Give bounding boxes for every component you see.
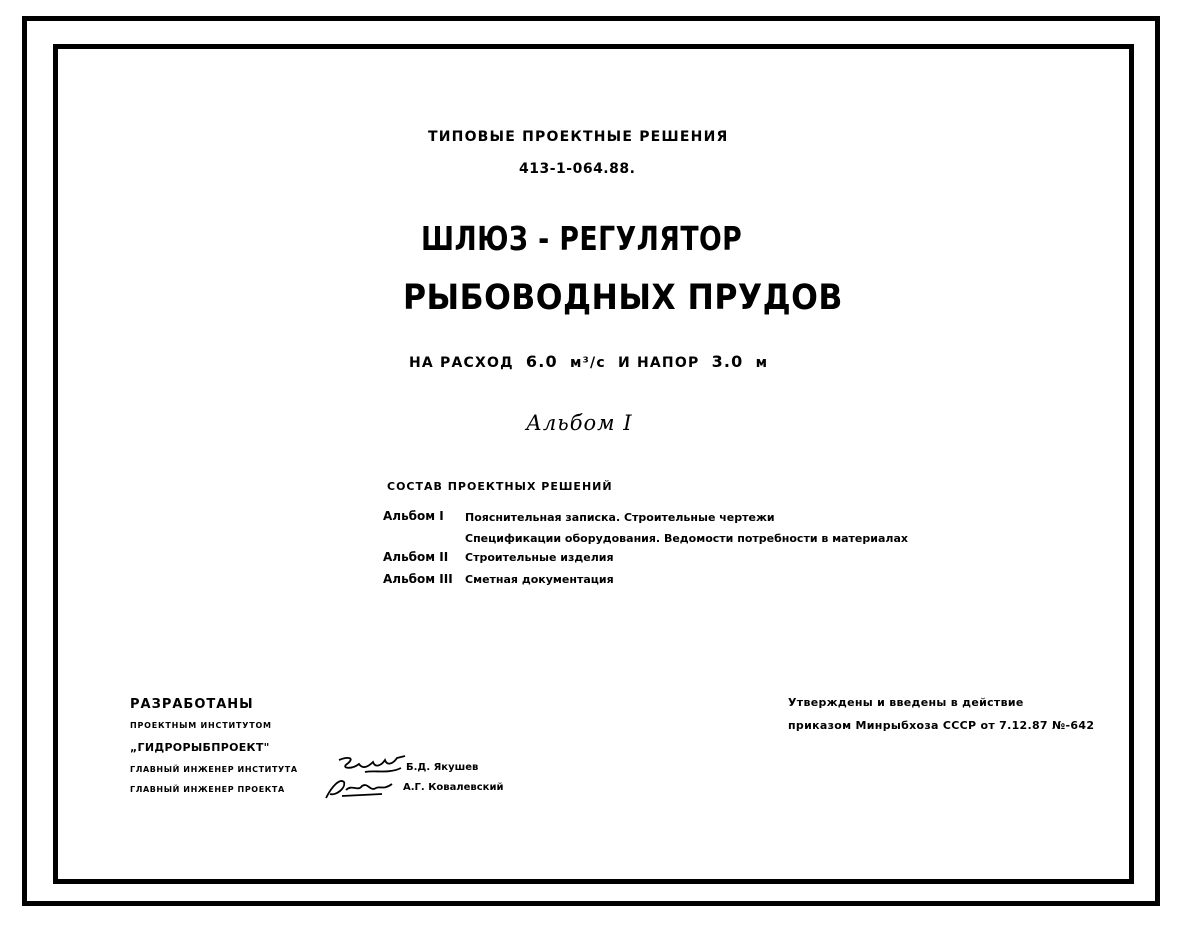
chief-engineer-project-role: ГЛАВНЫЙ ИНЖЕНЕР ПРОЕКТА — [130, 785, 285, 794]
approval-line-1: Утверждены и введены в действие — [788, 696, 1024, 709]
album-1-label: Альбом I — [383, 509, 444, 523]
developer-heading: РАЗРАБОТАНЫ — [130, 697, 254, 712]
album-1-line-1: Пояснительная записка. Строительные чертежи — [465, 511, 775, 524]
chief-engineer-institute-role: ГЛАВНЫЙ ИНЖЕНЕР ИНСТИТУТА — [130, 765, 298, 774]
album-2-line-1: Строительные изделия — [465, 551, 614, 564]
main-title-line-1: ШЛЮЗ - РЕГУЛЯТОР — [421, 219, 743, 258]
flow-unit: м³/с — [570, 355, 606, 371]
params-middle: И НАПОР — [617, 355, 700, 371]
approval-line-2: приказом Минрыбхоза СССР от 7.12.87 №-642 — [788, 719, 1095, 732]
signature-2-image — [322, 776, 398, 802]
head-value: 3.0 — [711, 352, 744, 371]
composition-heading: СОСТАВ ПРОЕКТНЫХ РЕШЕНИЙ — [387, 480, 613, 493]
design-parameters — [409, 354, 768, 370]
album-3-line-1: Сметная документация — [465, 573, 614, 586]
series-title: ТИПОВЫЕ ПРОЕКТНЫЕ РЕШЕНИЯ — [428, 129, 729, 145]
chief-engineer-institute-name: Б.Д. Якушев — [406, 762, 479, 773]
document-code: 413-1-064.88. — [519, 161, 636, 177]
head-unit: м — [755, 355, 769, 371]
album-title: Альбом I — [526, 411, 633, 435]
params-prefix: НА РАСХОД — [409, 355, 514, 371]
flow-value: 6.0 — [525, 352, 558, 371]
album-1-line-2: Спецификации оборудования. Ведомости потребности в материалах — [465, 532, 908, 545]
institute-name: „ГИДРОРЫБПРОЕКТ" — [130, 741, 270, 754]
album-2-label: Альбом II — [383, 550, 449, 564]
institute-label: ПРОЕКТНЫМ ИНСТИТУТОМ — [130, 721, 272, 730]
chief-engineer-project-name: А.Г. Ковалевский — [403, 782, 504, 793]
main-title-line-2: РЫБОВОДНЫХ ПРУДОВ — [403, 278, 843, 318]
album-3-label: Альбом III — [383, 572, 453, 586]
